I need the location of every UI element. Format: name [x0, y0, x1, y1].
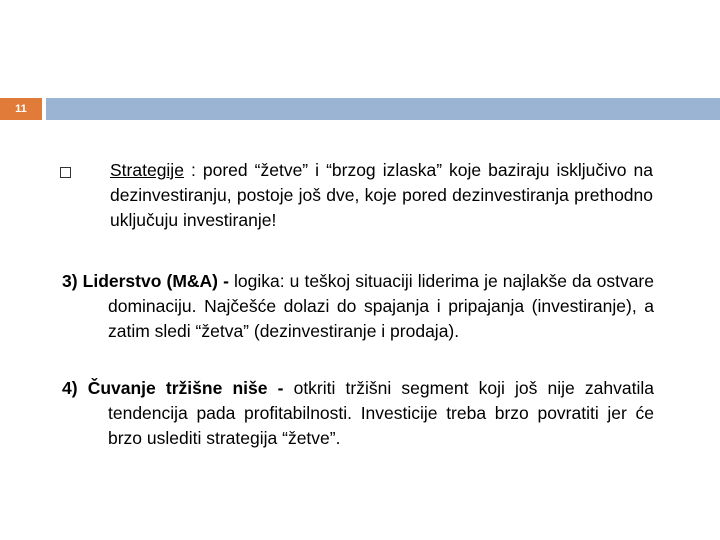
- point-niche: [62, 376, 654, 451]
- point-leadership: [62, 269, 654, 344]
- point-label: 3) Liderstvo (M&A) -: [62, 271, 229, 291]
- hollow-square-bullet-icon: [60, 167, 71, 178]
- strategies-heading: Strategije: [110, 160, 184, 180]
- bullet-paragraph: [110, 158, 653, 233]
- point-text: logika: u teškoj situaciji liderima je najlakše da ostvare dominaciju. Najčešće dolazi do spajanja i pripajanja (investiranje), a zatim sledi “žetva” (dezinvestiranje i prodaja).: [108, 271, 654, 341]
- point-label: 4) Čuvanje tržišne niše -: [62, 378, 284, 398]
- point-text: otkriti tržišni segment koji još nije zahvatila tendencija pada profitabilnosti. Investicije treba brzo povratiti jer će brzo uslediti strategija “žetve”.: [108, 378, 654, 448]
- bullet-text: : pored “žetve” i “brzog izlaska” koje baziraju isključivo na dezinvestiranju, postoje još dve, koje pored dezinvestiranja prethodno uključuju investiranje!: [110, 160, 653, 230]
- slide-number: 11: [0, 98, 42, 120]
